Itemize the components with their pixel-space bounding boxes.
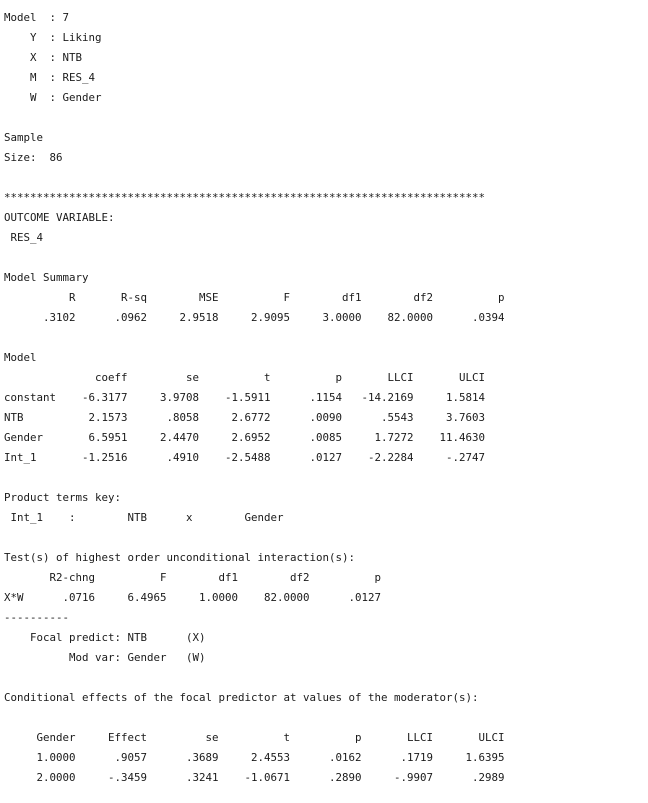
log-line: Y : Liking [4,31,102,44]
log-line: M : RES_4 [4,71,96,84]
log-line: Size: 86 [4,151,63,164]
table-row: X*W .0716 6.4965 1.0000 82.0000 .0127 [4,591,382,604]
table-row: Int_1 -1.2516 .4910 -2.5488 .0127 -2.2284 -.2747 [4,451,486,464]
log-line [4,668,505,688]
section-title: Product terms key: [4,491,122,504]
separator-line: ************************************************************************** [4,191,486,204]
log-line [4,468,505,488]
table-row: constant -6.3177 3.9708 -1.5911 .1154 -14.2169 1.5814 [4,391,486,404]
log-line: Focal predict: NTB (X) [4,631,206,644]
table-header: R2-chng F df1 df2 p [4,571,382,584]
log-line: OUTCOME VARIABLE: [4,211,115,224]
section-title: Test(s) of highest order unconditional interaction(s): [4,551,356,564]
log-line [4,248,505,268]
table-header: coeff se t p LLCI ULCI [4,371,486,384]
log-line [4,168,505,188]
output-log [4,8,505,788]
log-line [4,108,505,128]
table-header: Gender Effect se t p LLCI ULCI [4,731,505,744]
table-row: 2.0000 -.3459 .3241 -1.0671 .2890 -.9907 .2989 [4,771,505,784]
table-row: 1.0000 .9057 .3689 2.4553 .0162 .1719 1.6395 [4,751,505,764]
log-line: RES_4 [4,231,44,244]
table-row: NTB 2.1573 .8058 2.6772 .0090 .5543 3.7603 [4,411,486,424]
table-row: Gender 6.5951 2.4470 2.6952 .0085 1.7272 11.4630 [4,431,486,444]
section-title: Model [4,351,37,364]
log-line: Sample [4,131,44,144]
section-title: Model Summary [4,271,89,284]
log-line: Int_1 : NTB x Gender [4,511,284,524]
table-header: R R-sq MSE F df1 df2 p [4,291,505,304]
separator-line: ---------- [4,611,70,624]
log-line: Mod var: Gender (W) [4,651,206,664]
section-title: Conditional effects of the focal predictor at values of the moderator(s): [4,691,479,704]
table-row: .3102 .0962 2.9518 2.9095 3.0000 82.0000 .0394 [4,311,505,324]
log-line [4,328,505,348]
log-line: X : NTB [4,51,83,64]
log-line: Model : 7 [4,11,70,24]
log-line: W : Gender [4,91,102,104]
log-line [4,708,505,728]
log-line [4,528,505,548]
